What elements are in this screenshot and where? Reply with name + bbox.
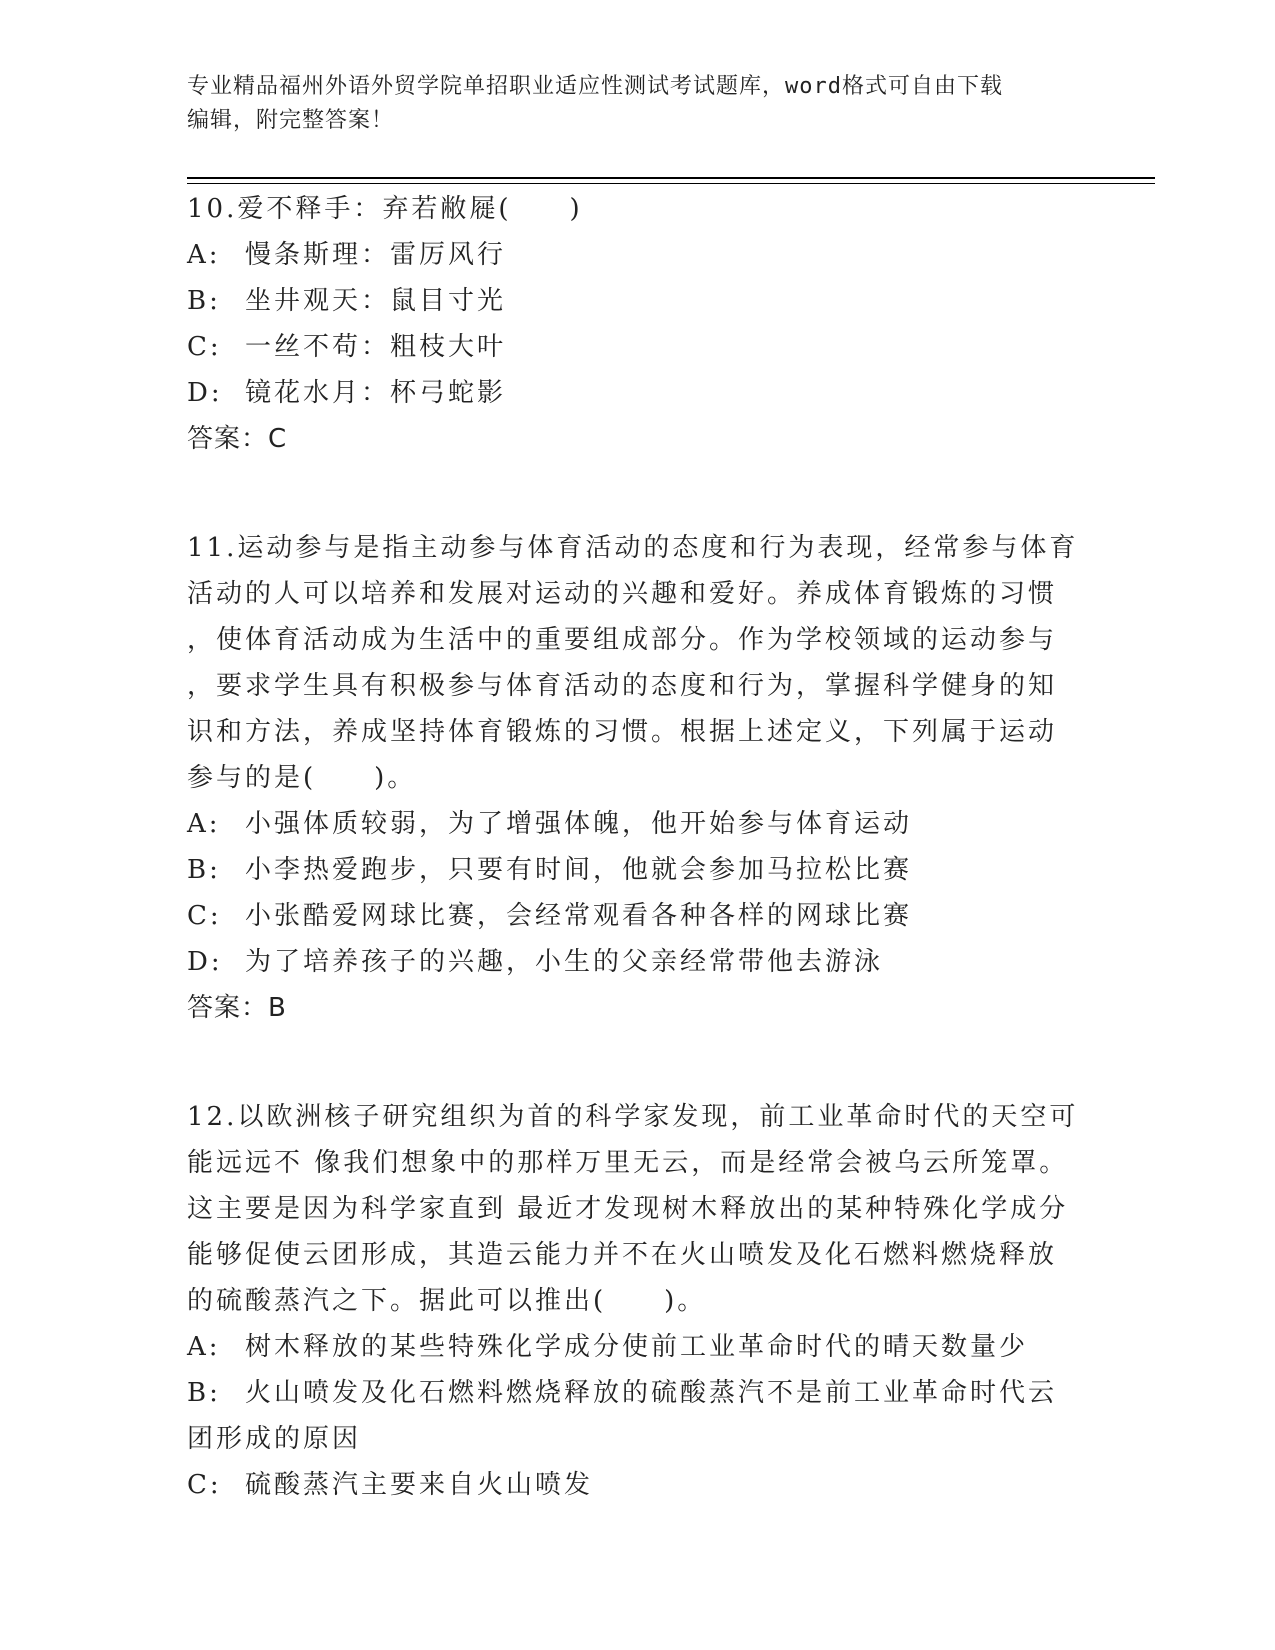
option-letter: A:	[187, 809, 221, 839]
question-stem-line: 能够促使云团形成，其造云能力并不在火山喷发及化石燃料燃烧释放	[187, 1240, 1058, 1270]
question-stem-line: 识和方法，养成坚持体育锻炼的习惯。根据上述定义，下列属于运动	[187, 717, 1058, 747]
option-b	[187, 1370, 1087, 1416]
question-stem-line: 能远远不 像我们想象中的那样万里无云，而是经常会被乌云所笼罩。	[187, 1148, 1069, 1178]
header-rule-thick	[187, 177, 1155, 179]
answer-line: 答案：B	[187, 993, 287, 1023]
option-letter: B:	[187, 286, 221, 316]
spacer	[187, 462, 1087, 525]
option-b	[187, 847, 1087, 893]
header-line-1: 专业精品福州外语外贸学院单招职业适应性测试考试题库，word格式可自由下载	[187, 74, 1003, 99]
option-c	[187, 1462, 1087, 1508]
option-text: 慢条斯理：雷厉风行	[245, 240, 507, 270]
option-text: 小李热爱跑步，只要有时间，他就会参加马拉松比赛	[245, 855, 913, 885]
question-stem: 10.爱不释手：弃若敝屣( )	[187, 194, 583, 224]
question-stem-line: ，要求学生具有积极参与体育活动的态度和行为，掌握科学健身的知	[187, 671, 1058, 701]
option-letter: B:	[187, 1378, 221, 1408]
option-a	[187, 232, 1087, 278]
option-letter: A:	[187, 240, 221, 270]
option-text: 坐井观天：鼠目寸光	[245, 286, 507, 316]
option-a	[187, 801, 1087, 847]
option-c	[187, 324, 1087, 370]
question-stem-line: 活动的人可以培养和发展对运动的兴趣和爱好。养成体育锻炼的习惯	[187, 579, 1058, 609]
spacer	[187, 1031, 1087, 1094]
option-letter: D:	[187, 378, 223, 408]
question-stem-line: 12.以欧洲核子研究组织为首的科学家发现，前工业革命时代的天空可	[187, 1102, 1079, 1132]
question-12	[187, 1094, 1087, 1508]
question-stem-line: 参与的是( )。	[187, 763, 417, 793]
option-letter: B:	[187, 855, 221, 885]
option-text: 小强体质较弱，为了增强体魄，他开始参与体育运动	[245, 809, 913, 839]
option-text: 小张酷爱网球比赛，会经常观看各种各样的网球比赛	[245, 901, 913, 931]
question-stem-line: 的硫酸蒸汽之下。据此可以推出( )。	[187, 1286, 707, 1316]
option-text: 一丝不苟：粗枝大叶	[245, 332, 507, 362]
option-text: 硫酸蒸汽主要来自火山喷发	[245, 1470, 594, 1500]
question-stem-line: ，使体育活动成为生活中的重要组成部分。作为学校领域的运动参与	[187, 625, 1058, 655]
option-text: 为了培养孩子的兴趣，小生的父亲经常带他去游泳	[245, 947, 884, 977]
option-letter: A:	[187, 1332, 221, 1362]
option-letter: C:	[187, 1470, 222, 1500]
question-stem-line: 这主要是因为科学家直到 最近才发现树木释放出的某种特殊化学成分	[187, 1194, 1069, 1224]
document-header	[187, 70, 1087, 138]
option-letter: C:	[187, 332, 222, 362]
option-a	[187, 1324, 1087, 1370]
question-11	[187, 525, 1087, 1031]
header-line-2: 编辑，附完整答案！	[187, 108, 395, 133]
option-text: 火山喷发及化石燃料燃烧释放的硫酸蒸汽不是前工业革命时代云	[245, 1378, 1058, 1408]
option-c	[187, 893, 1087, 939]
question-list	[187, 186, 1087, 1508]
option-letter: D:	[187, 947, 223, 977]
option-text: 树木释放的某些特殊化学成分使前工业革命时代的晴天数量少	[245, 1332, 1029, 1362]
question-10	[187, 186, 1087, 462]
option-b-continuation: 团形成的原因	[187, 1424, 362, 1454]
option-letter: C:	[187, 901, 222, 931]
header-rule-thin	[187, 183, 1155, 184]
option-text: 镜花水月：杯弓蛇影	[245, 378, 507, 408]
option-d	[187, 939, 1087, 985]
question-stem-line: 11.运动参与是指主动参与体育活动的态度和行为表现，经常参与体育	[187, 533, 1079, 563]
option-d	[187, 370, 1087, 416]
option-b	[187, 278, 1087, 324]
answer-line: 答案：C	[187, 424, 288, 454]
